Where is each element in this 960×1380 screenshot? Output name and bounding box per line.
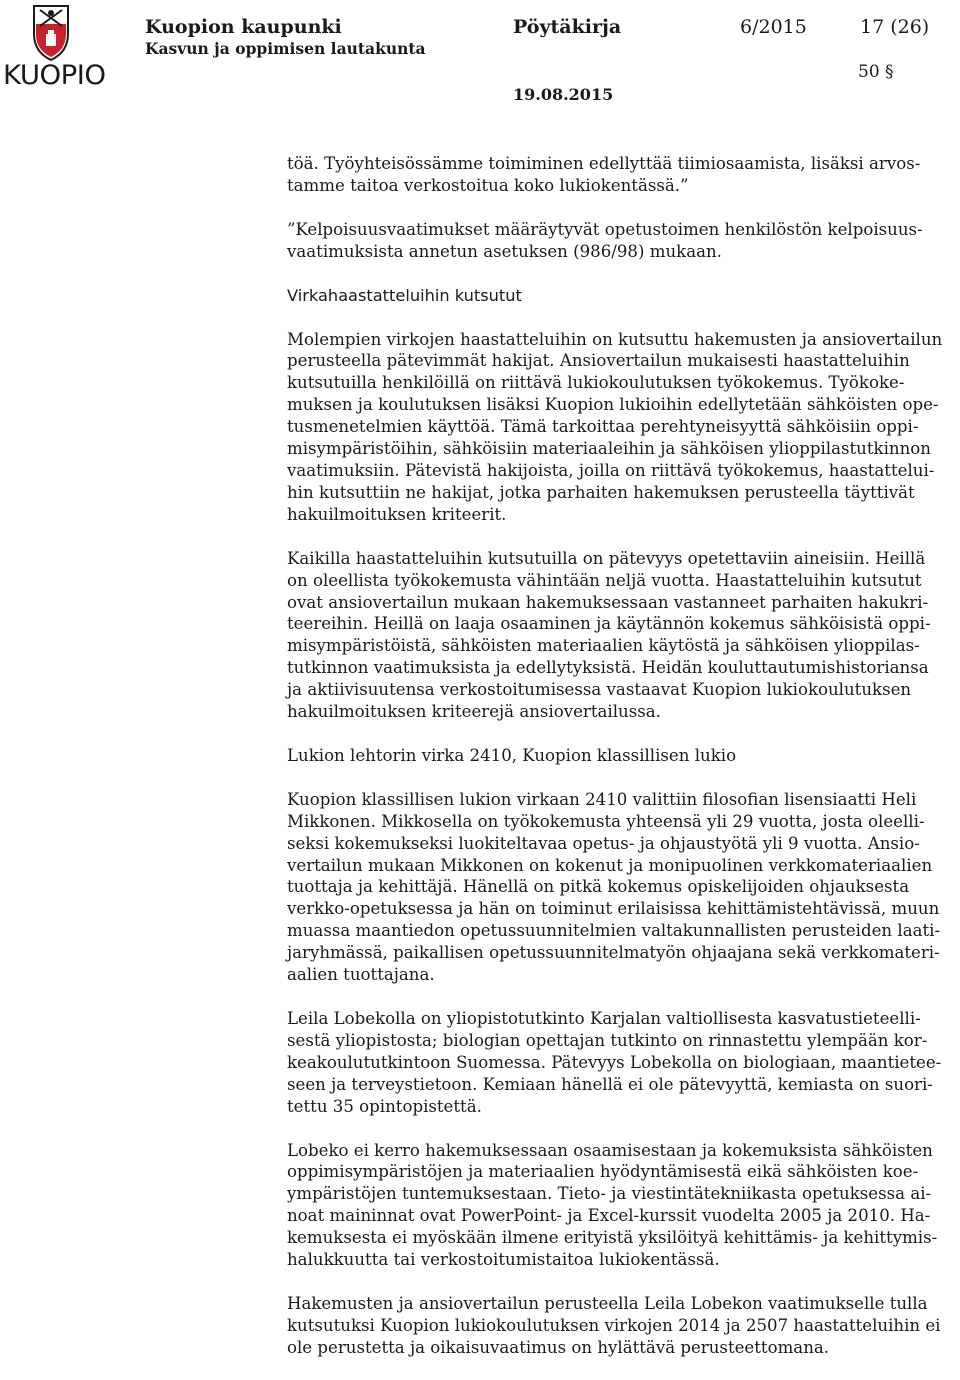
kuopio-logo [3, 4, 106, 91]
paragraph-8: Hakemusten ja ansiovertailun perusteella Leila Lobekon vaatimukselle tulla kutsutuksi Kuopion lukiokoulutuksen virkojen 2014 ja 2507 haastatteluihin ei ole perustetta ja oikaisuvaatimus on hylättävä perusteettomana. [287, 1293, 941, 1357]
header-document-number: 6/2015 [740, 16, 807, 38]
logo-text: KUOPIO [3, 60, 106, 91]
paragraph-2: ”Kelpoisuusvaatimukset määräytyvät opetustoimen henkilöstön kelpoisuus- vaatimuksista annetun asetuksen (986/98) mukaan. [287, 219, 923, 261]
header-board: Kasvun ja oppimisen lautakunta [145, 39, 426, 58]
kuopio-coat-of-arms-icon [4, 4, 98, 64]
header-organization: Kuopion kaupunki [145, 16, 342, 38]
paragraph-3: Molempien virkojen haastatteluihin on kutsuttu hakemusten ja ansiovertailun perusteella pätevimmät hakijat. Ansiovertailun mukaisesti haastatteluihin kutsutuilla henkilöillä on riittävä lukiokoulutuksen työkokemus. Työkoke- muksen ja koulutuksen lisäksi Kuopion lukioihin edellytetään sähköisten ope- tusmenetelmien käyttöä. Tämä tarkoittaa perehtyneisyyttä sähköisiin oppi- misympäristöihin, sähköisiin materiaaleihin ja sähköisen ylioppilastutkinnon vaatimuksiin. Pätevistä hakijoista, joilla on riittävä työkokemus, haastattelui- hin kutsuttiin ne hakijat, jotka parhaiten hakemuksen perusteella täyttivät hakuilmoituksen kriteerit. [287, 329, 943, 524]
header-date: 19.08.2015 [513, 85, 614, 104]
paragraph-5: Kuopion klassillisen lukion virkaan 2410 valittiin filosofian lisensiaatti Heli Mikkonen. Mikkosella on työkokemusta yhteensä yli 29 vuotta, josta oleelli- seksi kokemukseksi luokiteltavaa opetus- ja ohjaustyötä yli 9 vuotta. Ansio- vertailun mukaan Mikkonen on kokenut ja monipuolinen verkkomateriaalien tuottaja ja kehittäjä. Hänellä on pitkä kokemus opiskelijoiden ohjauksesta verkko-opetuksessa ja hän on toiminut erilaisissa kehittämistehtävissä, muun muassa maantiedon opetussuunnitelmien valtakunnallisten perusteiden laati- jaryhmässä, paikallisen opetussuunnitelmatyön ohjaajana sekä verkkomateri- aalien tuottajana. [287, 789, 941, 985]
paragraph-6: Leila Lobekolla on yliopistotutkinto Karjalan valtiollisesta kasvatustieteelli- sestä yliopistosta; biologian opettajan tutkinto on rinnastettu ylempään kor- keakoulututkintoon Suomessa. Pätevyys Lobekolla on biologiaan, maantietee- seen ja terveystietoon. Kemiaan hänellä ei ole pätevyyttä, kemiasta on suori- tettu 35 opintopistettä. [287, 1009, 942, 1116]
paragraph-4: Kaikilla haastatteluihin kutsutuilla on pätevyys opetettaviin aineisiin. Heillä on oleellista työkokemusta vähintään neljä vuotta. Haastatteluihin kutsutut ovat ansiovertailun mukaan hakemuksessaan vastanneet parhaiten hakukri- teereihin. Heillä on laaja osaaminen ja käytännön kokemus sähköisistä oppi- misympäristöistä, sähköisten materiaalien käytöstä ja sähköisen ylioppilas- tutkinnon vaatimuksista ja edellytyksistä. Heidän kouluttautumishistoriansa ja aktiivisuutensa verkostoitumisessa vastaavat Kuopion lukiokoulutuksen hakuilmoituksen kriteerejä ansiovertailussa. [287, 548, 931, 722]
header-section: 50 § [858, 62, 894, 82]
paragraph-1: töä. Työyhteisössämme toimiminen edellyttää tiimiosaamista, lisäksi arvos- tamme taitoa verkostoitua koko lukiokentässä.” [287, 154, 921, 195]
document-body [287, 153, 960, 1359]
section-heading-interviews: Virkahaastatteluihin kutsutut [287, 285, 522, 305]
section-heading-position-2410: Lukion lehtorin virka 2410, Kuopion klassillisen lukio [287, 745, 737, 765]
header-document-type: Pöytäkirja [513, 16, 622, 38]
header-page-number: 17 (26) [860, 16, 930, 38]
paragraph-7: Lobeko ei kerro hakemuksessaan osaamisestaan ja kokemuksista sähköisten oppimisympäristöjen ja materiaalien hyödyntämisestä eikä sähköisten koe- ympäristöjen tuntemuksestaan. Tieto- ja viestintätekniikasta opetuksessa ai- noat maininnat ovat PowerPoint- ja Excel-kurssit vuodelta 2005 ja 2010. Ha- kemuksesta ei myöskään ilmene erityistä yksilöityä kehittämis- ja kehittymis- halukkuutta tai verkostoitumistaitoa lukiokentässä. [287, 1140, 938, 1270]
